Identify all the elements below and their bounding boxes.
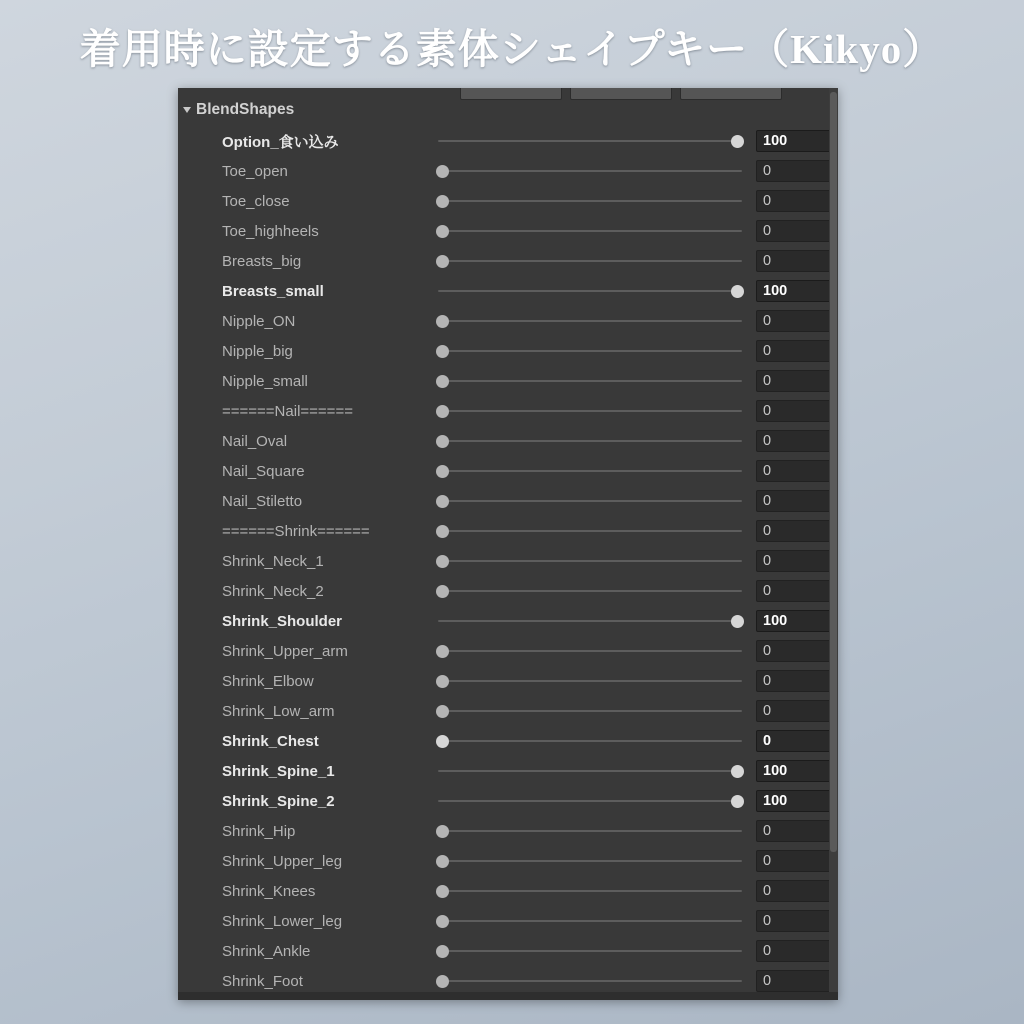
blendshape-label: Nipple_small xyxy=(222,372,308,390)
blendshape-row xyxy=(178,756,838,786)
blendshape-slider[interactable] xyxy=(434,731,746,751)
slider-knob[interactable] xyxy=(436,555,449,568)
blendshape-label: Shrink_Knees xyxy=(222,882,316,900)
blendshape-value-field[interactable]: 0 xyxy=(756,370,832,392)
blendshape-value-field[interactable]: 0 xyxy=(756,940,832,962)
slider-track xyxy=(438,380,742,382)
blendshape-value-field[interactable]: 0 xyxy=(756,910,832,932)
blendshape-slider[interactable] xyxy=(434,911,746,931)
slider-knob[interactable] xyxy=(436,675,449,688)
blendshape-label: Option_食い込み xyxy=(222,133,339,151)
blendshape-row xyxy=(178,456,838,486)
blendshape-value-field[interactable]: 0 xyxy=(756,820,832,842)
slider-track xyxy=(438,800,742,802)
blendshape-row xyxy=(178,516,838,546)
blendshape-slider[interactable] xyxy=(434,491,746,511)
slider-track xyxy=(438,290,742,292)
blendshape-value-field[interactable]: 0 xyxy=(756,730,832,752)
slider-track xyxy=(438,470,742,472)
blendshape-label: Shrink_Hip xyxy=(222,822,296,840)
blendshape-row xyxy=(178,726,838,756)
blendshape-row xyxy=(178,186,838,216)
blendshape-value-field[interactable]: 100 xyxy=(756,280,832,302)
blendshape-label: Shrink_Shoulder xyxy=(222,612,343,630)
blendshape-row xyxy=(178,486,838,516)
blendshape-value-field[interactable]: 0 xyxy=(756,550,832,572)
slider-track xyxy=(438,350,742,352)
blendshape-label: Shrink_Foot xyxy=(222,972,303,990)
slider-knob[interactable] xyxy=(731,795,744,808)
blendshape-label: ======Nail====== xyxy=(222,402,353,420)
blendshape-slider[interactable] xyxy=(434,431,746,451)
blendshape-row xyxy=(178,396,838,426)
blendshape-row-list xyxy=(178,126,838,996)
blendshape-value-field[interactable]: 100 xyxy=(756,790,832,812)
slider-track xyxy=(438,860,742,862)
slider-track xyxy=(438,950,742,952)
blendshape-label: Toe_open xyxy=(222,162,288,180)
blendshape-row xyxy=(178,636,838,666)
blendshape-slider[interactable] xyxy=(434,671,746,691)
blendshape-slider[interactable] xyxy=(434,341,746,361)
toolbar-ghost-button[interactable] xyxy=(460,88,562,100)
slider-track xyxy=(438,650,742,652)
slider-knob[interactable] xyxy=(436,165,449,178)
blendshape-label: Nail_Square xyxy=(222,462,305,480)
slider-track xyxy=(438,440,742,442)
blendshape-label: Nipple_ON xyxy=(222,312,296,330)
blendshapes-foldout[interactable] xyxy=(184,100,294,120)
blendshape-value-field[interactable]: 0 xyxy=(756,430,832,452)
blendshape-value-field[interactable]: 0 xyxy=(756,970,832,992)
blendshape-slider[interactable] xyxy=(434,881,746,901)
blendshape-row xyxy=(178,876,838,906)
slider-knob[interactable] xyxy=(436,225,449,238)
blendshape-slider[interactable] xyxy=(434,821,746,841)
slider-knob[interactable] xyxy=(436,975,449,988)
blendshape-label: Shrink_Low_arm xyxy=(222,702,335,720)
slider-knob[interactable] xyxy=(436,885,449,898)
slider-knob[interactable] xyxy=(436,255,449,268)
blendshape-value-field[interactable]: 0 xyxy=(756,460,832,482)
slider-track xyxy=(438,770,742,772)
slider-track xyxy=(438,560,742,562)
blendshape-row xyxy=(178,156,838,186)
blendshape-label: Shrink_Ankle xyxy=(222,942,311,960)
blendshape-row xyxy=(178,696,838,726)
slider-knob[interactable] xyxy=(436,525,449,538)
blendshape-row xyxy=(178,306,838,336)
blendshape-value-field[interactable]: 0 xyxy=(756,670,832,692)
blendshape-slider[interactable] xyxy=(434,131,746,151)
blendshape-value-field[interactable]: 0 xyxy=(756,310,832,332)
blendshape-row xyxy=(178,126,838,156)
blendshape-label: Shrink_Spine_2 xyxy=(222,792,335,810)
blendshape-value-field[interactable]: 0 xyxy=(756,490,832,512)
slider-track xyxy=(438,890,742,892)
page-title: 着用時に設定する素体シェイプキー（Kikyo） xyxy=(79,26,945,72)
slider-knob[interactable] xyxy=(436,735,449,748)
blendshape-slider[interactable] xyxy=(434,551,746,571)
blendshape-label: Shrink_Elbow xyxy=(222,672,314,690)
blendshape-label: Shrink_Lower_leg xyxy=(222,912,343,930)
slider-track xyxy=(438,920,742,922)
blendshape-label: Shrink_Neck_1 xyxy=(222,552,324,570)
slider-track xyxy=(438,500,742,502)
blendshape-slider[interactable] xyxy=(434,281,746,301)
slider-knob[interactable] xyxy=(436,945,449,958)
slider-knob[interactable] xyxy=(436,405,449,418)
slider-track xyxy=(438,230,742,232)
slider-knob[interactable] xyxy=(436,825,449,838)
slider-track xyxy=(438,830,742,832)
vertical-scrollbar[interactable] xyxy=(829,88,838,1000)
blendshape-row xyxy=(178,366,838,396)
slider-track xyxy=(438,740,742,742)
slider-track xyxy=(438,260,742,262)
slider-knob[interactable] xyxy=(436,195,449,208)
slider-knob[interactable] xyxy=(436,495,449,508)
blendshapes-inspector-panel xyxy=(178,88,838,1000)
blendshape-slider[interactable] xyxy=(434,611,746,631)
blendshape-value-field[interactable]: 100 xyxy=(756,760,832,782)
blendshapes-foldout-label: BlendShapes xyxy=(196,101,295,118)
blendshape-row xyxy=(178,786,838,816)
scrollbar-thumb[interactable] xyxy=(830,92,837,852)
blendshape-value-field[interactable]: 0 xyxy=(756,250,832,272)
blendshape-label: Breasts_small xyxy=(222,282,324,300)
slider-knob[interactable] xyxy=(436,315,449,328)
blendshape-value-field[interactable]: 0 xyxy=(756,160,832,182)
slider-knob[interactable] xyxy=(731,285,744,298)
slider-track xyxy=(438,710,742,712)
blendshape-slider[interactable] xyxy=(434,941,746,961)
slider-knob[interactable] xyxy=(436,915,449,928)
slider-track xyxy=(438,140,742,142)
blendshape-row xyxy=(178,546,838,576)
blendshape-row xyxy=(178,846,838,876)
blendshape-slider[interactable] xyxy=(434,641,746,661)
panel-bottom-strip xyxy=(178,992,838,1000)
toolbar-ghost-buttons xyxy=(460,88,782,98)
slider-track xyxy=(438,170,742,172)
blendshape-row xyxy=(178,936,838,966)
slider-knob[interactable] xyxy=(731,135,744,148)
slider-track xyxy=(438,320,742,322)
blendshape-label: Shrink_Spine_1 xyxy=(222,762,335,780)
blendshape-slider[interactable] xyxy=(434,761,746,781)
slider-knob[interactable] xyxy=(436,645,449,658)
blendshape-row xyxy=(178,816,838,846)
blendshape-row xyxy=(178,426,838,456)
blendshape-label: Toe_highheels xyxy=(222,222,319,240)
blendshape-value-field[interactable]: 0 xyxy=(756,190,832,212)
toolbar-ghost-button[interactable] xyxy=(680,88,782,100)
blendshape-value-field[interactable]: 0 xyxy=(756,340,832,362)
slider-track xyxy=(438,530,742,532)
blendshape-label: Nipple_big xyxy=(222,342,293,360)
blendshape-slider[interactable] xyxy=(434,461,746,481)
blendshape-slider[interactable] xyxy=(434,581,746,601)
blendshape-slider[interactable] xyxy=(434,221,746,241)
blendshape-value-field[interactable]: 0 xyxy=(756,400,832,422)
slider-knob[interactable] xyxy=(731,765,744,778)
toolbar-ghost-button[interactable] xyxy=(570,88,672,100)
blendshape-value-field[interactable]: 0 xyxy=(756,580,832,602)
blendshape-row xyxy=(178,906,838,936)
blendshape-value-field[interactable]: 0 xyxy=(756,880,832,902)
slider-track xyxy=(438,680,742,682)
blendshape-label: Breasts_big xyxy=(222,252,302,270)
blendshape-slider[interactable] xyxy=(434,311,746,331)
blendshape-slider[interactable] xyxy=(434,851,746,871)
blendshape-label: Shrink_Neck_2 xyxy=(222,582,324,600)
blendshape-value-field[interactable]: 0 xyxy=(756,220,832,242)
slider-knob[interactable] xyxy=(436,465,449,478)
blendshape-label: Shrink_Chest xyxy=(222,732,319,750)
blendshape-label: Toe_close xyxy=(222,192,290,210)
blendshape-row xyxy=(178,606,838,636)
blendshape-label: Shrink_Upper_arm xyxy=(222,642,348,660)
slider-track xyxy=(438,410,742,412)
blendshape-value-field[interactable]: 0 xyxy=(756,850,832,872)
blendshape-label: Nail_Oval xyxy=(222,432,288,450)
blendshape-slider[interactable] xyxy=(434,191,746,211)
blendshape-slider[interactable] xyxy=(434,251,746,271)
slider-knob[interactable] xyxy=(436,585,449,598)
slider-track xyxy=(438,980,742,982)
blendshape-slider[interactable] xyxy=(434,521,746,541)
slider-track xyxy=(438,620,742,622)
slider-knob[interactable] xyxy=(436,855,449,868)
blendshape-slider[interactable] xyxy=(434,971,746,991)
triangle-down-icon xyxy=(183,107,191,113)
blendshape-label: Nail_Stiletto xyxy=(222,492,303,510)
blendshape-slider[interactable] xyxy=(434,401,746,421)
blendshape-slider[interactable] xyxy=(434,701,746,721)
blendshape-row xyxy=(178,276,838,306)
blendshape-value-field[interactable]: 100 xyxy=(756,130,832,152)
slider-knob[interactable] xyxy=(436,375,449,388)
slider-track xyxy=(438,590,742,592)
blendshape-slider[interactable] xyxy=(434,161,746,181)
blendshape-row xyxy=(178,666,838,696)
blendshape-slider[interactable] xyxy=(434,791,746,811)
slider-knob[interactable] xyxy=(731,615,744,628)
blendshape-row xyxy=(178,216,838,246)
blendshape-row xyxy=(178,246,838,276)
blendshape-label: ======Shrink====== xyxy=(222,522,370,540)
blendshape-slider[interactable] xyxy=(434,371,746,391)
blendshape-value-field[interactable]: 100 xyxy=(756,610,832,632)
slider-track xyxy=(438,200,742,202)
slider-knob[interactable] xyxy=(436,705,449,718)
blendshape-row xyxy=(178,576,838,606)
blendshape-label: Shrink_Upper_leg xyxy=(222,852,343,870)
blendshape-value-field[interactable]: 0 xyxy=(756,700,832,722)
slider-knob[interactable] xyxy=(436,435,449,448)
blendshape-row xyxy=(178,336,838,366)
blendshape-value-field[interactable]: 0 xyxy=(756,520,832,542)
blendshape-value-field[interactable]: 0 xyxy=(756,640,832,662)
slider-knob[interactable] xyxy=(436,345,449,358)
